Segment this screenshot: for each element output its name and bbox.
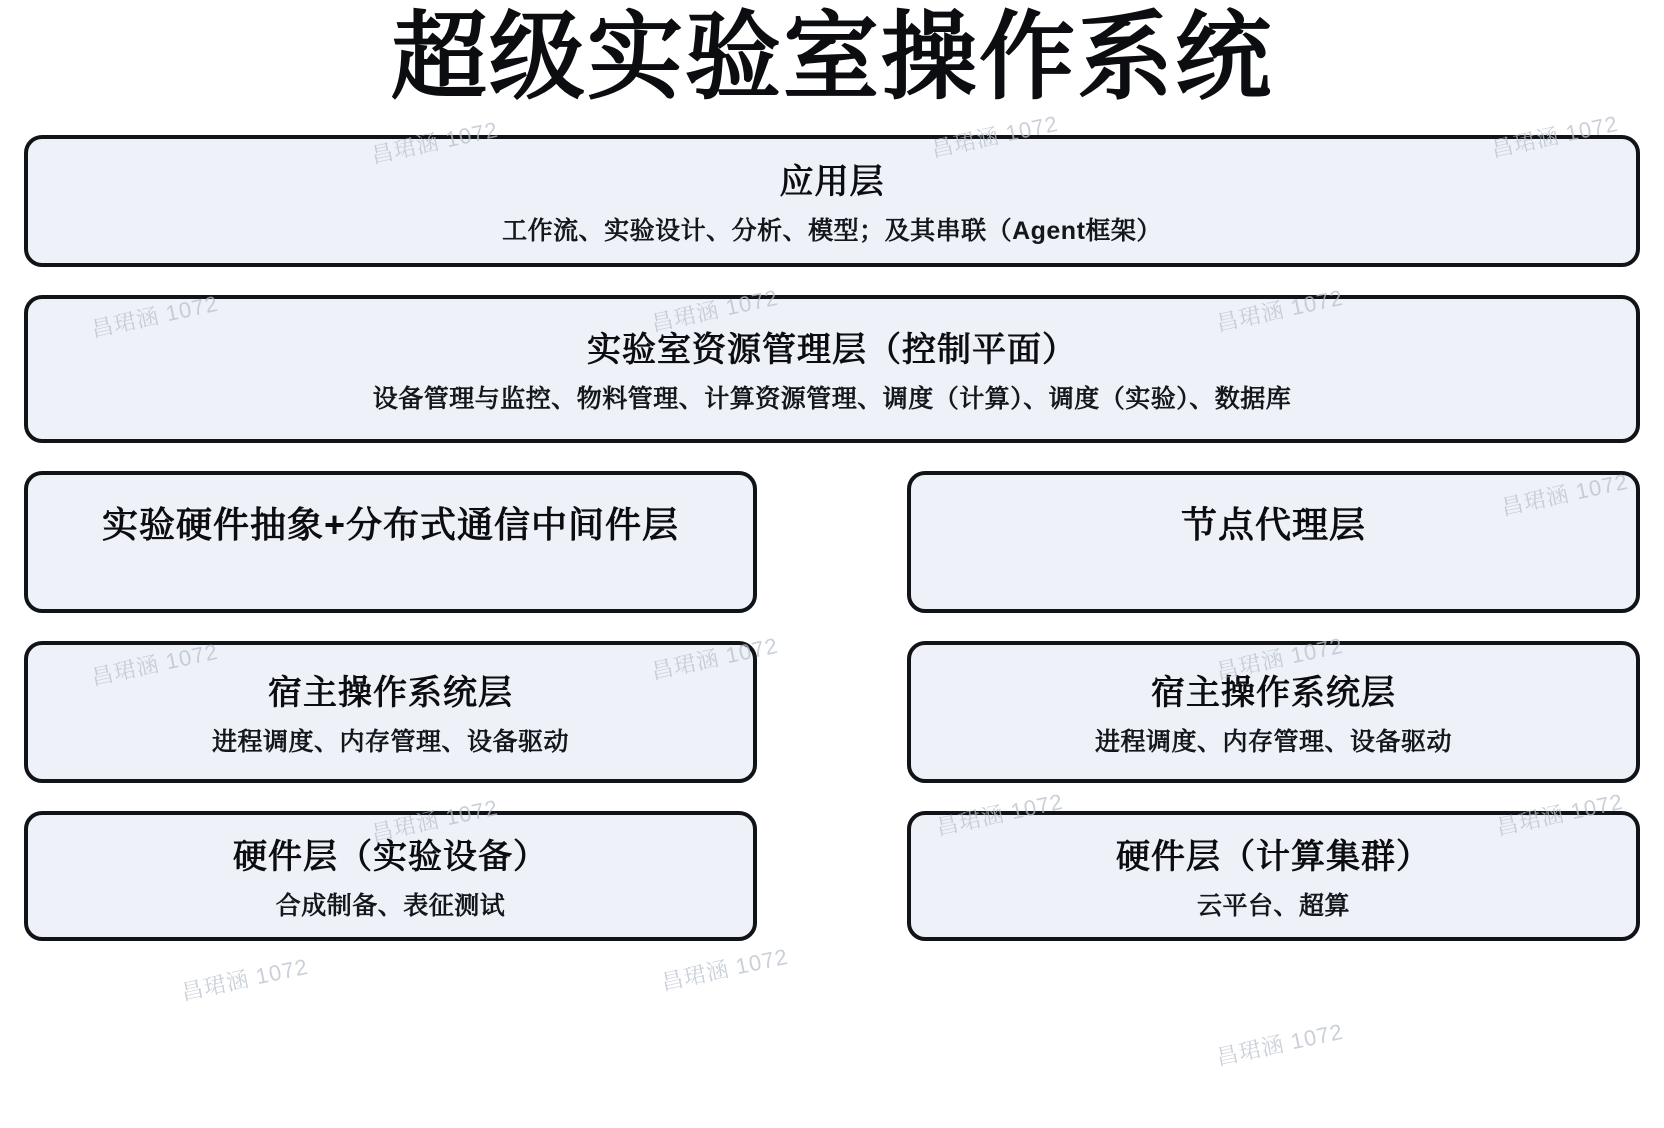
watermark-text: 昌珺涵 1072 (934, 788, 1066, 841)
layer-title-resource-management: 实验室资源管理层（控制平面） (587, 331, 1077, 370)
watermark-text: 昌珺涵 1072 (659, 943, 791, 996)
watermark-text: 昌珺涵 1072 (1214, 284, 1346, 337)
layer-title-hardware-compute-cluster: 硬件层（计算集群） (1116, 838, 1431, 877)
layer-title-host-os-compute: 宿主操作系统层 (1151, 674, 1396, 713)
watermark-text: 昌珺涵 1072 (1214, 1018, 1346, 1071)
layer-detail-hardware-compute-cluster: 云平台、超算 (1196, 892, 1350, 921)
layer-box-hardware-experiment-devices (24, 811, 757, 941)
layer-detail-host-os-compute: 进程调度、内存管理、设备驱动 (1094, 728, 1452, 757)
diagram-canvas (0, 4, 1664, 1128)
watermark-text: 昌珺涵 1072 (179, 953, 311, 1006)
row-hardware (24, 811, 1640, 941)
watermark-text: 昌珺涵 1072 (1494, 788, 1626, 841)
layer-title-node-agent: 节点代理层 (1180, 503, 1366, 545)
watermark-text: 昌珺涵 1072 (929, 110, 1061, 163)
layer-box-host-os-compute (907, 641, 1640, 783)
layer-detail-host-os-experiment: 进程调度、内存管理、设备驱动 (211, 728, 569, 757)
layer-box-application (24, 135, 1640, 267)
watermark-text: 昌珺涵 1072 (89, 638, 221, 691)
watermark-text: 昌珺涵 1072 (649, 284, 781, 337)
watermark-text: 昌珺涵 1072 (649, 632, 781, 685)
layer-title-hardware-abstraction-middleware: 实验硬件抽象+分布式通信中间件层 (101, 503, 680, 545)
row-host-os (24, 641, 1640, 783)
watermark-text: 昌珺涵 1072 (1499, 468, 1631, 521)
watermark-text: 昌珺涵 1072 (369, 794, 501, 847)
page-title: 超级实验室操作系统 (391, 4, 1273, 111)
layer-detail-application: 工作流、实验设计、分析、模型；及其串联（Agent框架） (502, 217, 1162, 246)
layer-box-hardware-compute-cluster (907, 811, 1640, 941)
watermark-text: 昌珺涵 1072 (369, 116, 501, 169)
layer-detail-hardware-experiment-devices: 合成制备、表征测试 (275, 892, 506, 921)
watermark-text: 昌珺涵 1072 (89, 290, 221, 343)
layer-box-node-agent (907, 471, 1640, 613)
layer-box-host-os-experiment (24, 641, 757, 783)
layer-detail-resource-management: 设备管理与监控、物料管理、计算资源管理、调度（计算）、调度（实验）、数据库 (372, 385, 1292, 414)
layer-box-hardware-abstraction-middleware (24, 471, 757, 613)
layer-box-resource-management (24, 295, 1640, 443)
layer-title-hardware-experiment-devices: 硬件层（实验设备） (233, 838, 548, 877)
watermark-text: 昌珺涵 1072 (1489, 110, 1621, 163)
row-middleware (24, 471, 1640, 613)
watermark-text: 昌珺涵 1072 (1214, 632, 1346, 685)
layer-title-host-os-experiment: 宿主操作系统层 (268, 674, 513, 713)
layer-title-application: 应用层 (779, 163, 885, 202)
